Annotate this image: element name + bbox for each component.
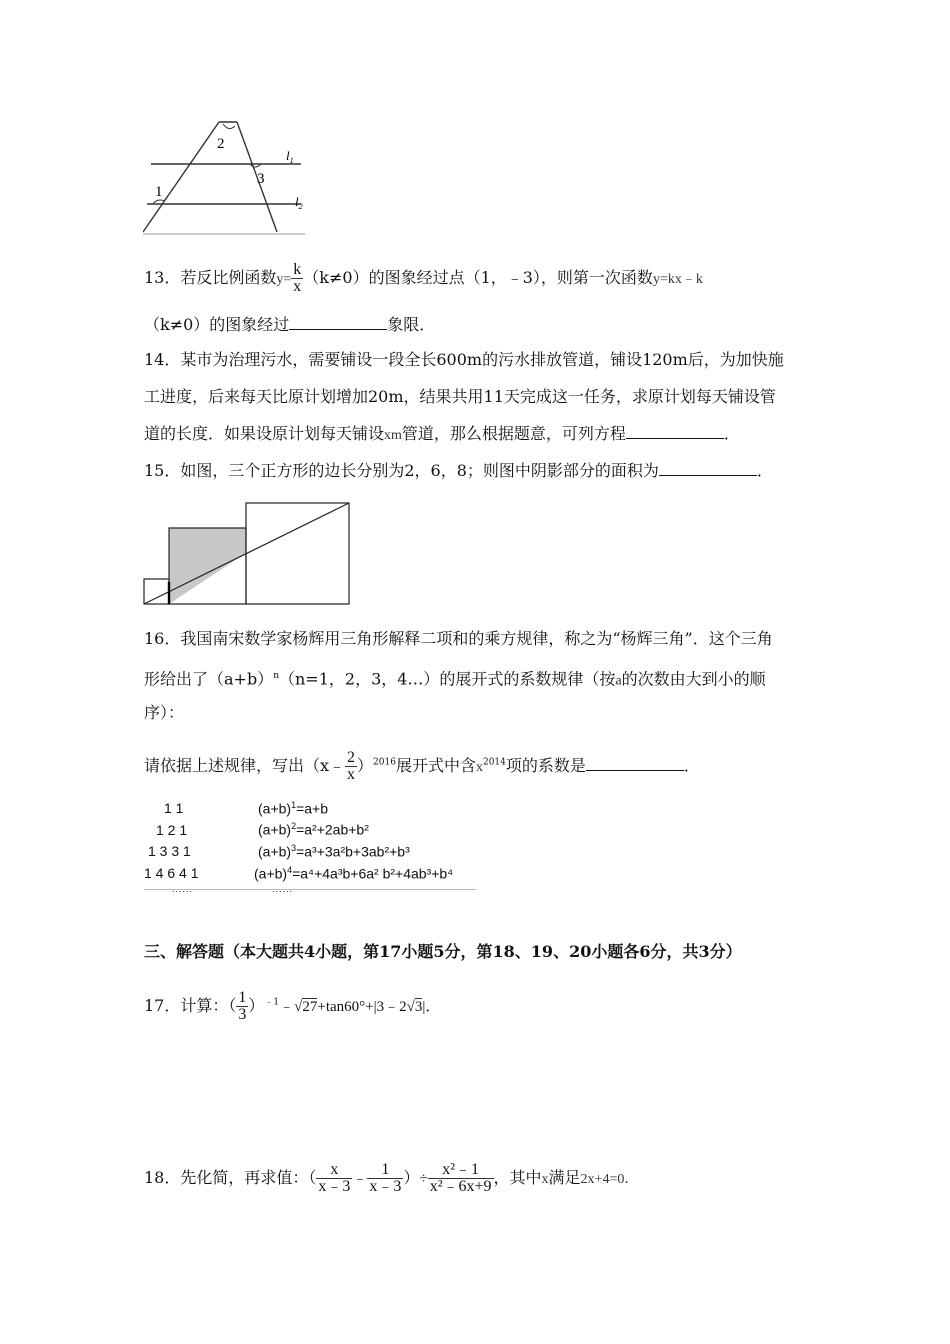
pascal-formula-2: $(a+b)^2=a^2+2ab+b^2$ xyxy=(258,821,369,838)
q18-f2-den: x﹣3 xyxy=(369,1178,402,1195)
pascal-row-1: 1 1 xyxy=(164,800,184,816)
q17-sqrt: √27 xyxy=(294,999,318,1015)
q16-text-d: 请依据上述规律，写出（x﹣ xyxy=(144,756,346,775)
q17-frac-num: 1 xyxy=(238,989,247,1006)
question-13-line2 xyxy=(144,314,435,336)
question-16-line3: 序）： xyxy=(144,703,185,722)
q15-answer-blank[interactable] xyxy=(659,461,757,476)
q16-frac-den: x xyxy=(347,766,356,783)
q16-fraction xyxy=(345,750,357,783)
pascal-formula-1: $(a+b)^1=a+b$ xyxy=(258,800,329,817)
shaded-region xyxy=(169,528,246,604)
q13-text-d: 象限． xyxy=(387,315,436,334)
q16-text-a: 形给出了（a+b） xyxy=(144,669,274,689)
q18-fraction-1 xyxy=(316,1162,352,1195)
q17-abs-a: +|3﹣2 xyxy=(365,999,407,1015)
q17-sqrt3: √3 xyxy=(406,999,423,1015)
q16-var-exp: 2014 xyxy=(482,757,506,768)
pascal-formula-4: $(a+b)^4=a^4+4a^3b+6a^2$ b²+4ab³+b⁴ xyxy=(254,865,454,882)
q18-fraction-3 xyxy=(428,1162,494,1195)
angle-label-2: 2 xyxy=(217,136,225,152)
q17-exp: ﹣1 xyxy=(264,997,280,1008)
q17-tan: +tan60° xyxy=(317,999,366,1015)
q17-minus: ﹣ xyxy=(279,999,295,1015)
q14-var: xm xyxy=(384,428,402,443)
q18-fraction-2 xyxy=(367,1162,403,1195)
q17-abs-end: |． xyxy=(422,999,441,1015)
question-14-line3 xyxy=(144,423,740,447)
q14-answer-blank[interactable] xyxy=(626,424,724,439)
q16-answer-blank[interactable] xyxy=(586,756,684,771)
q16-text-b: （n=1，2，3，4…）的展开式的系数规律（按 xyxy=(279,669,616,689)
q13-text-c: （k≠0）的图象经过 xyxy=(144,315,290,334)
q18-var: x xyxy=(541,1172,549,1187)
question-15-line xyxy=(144,460,773,482)
line-label-l2: $l_2$ xyxy=(295,194,303,211)
q13-frac-den: x xyxy=(293,278,302,295)
pascal-row-3: 1 3 3 1 xyxy=(148,843,191,859)
q16-var-x: x xyxy=(475,760,483,775)
q16-end: ． xyxy=(683,756,700,775)
q18-f1-den: x﹣3 xyxy=(318,1178,351,1195)
figure-three-squares xyxy=(143,502,353,608)
q16-var-a: a xyxy=(615,673,622,689)
pascal-row-4: 1 4 6 4 1 xyxy=(144,865,199,881)
q13-text-b: （k≠0）的图象经过点（1，﹣3），则第一次函数 xyxy=(303,268,653,287)
question-13-line1 xyxy=(144,262,703,295)
q14-end: ． xyxy=(723,424,740,443)
q16-text-e: 展开式中含 xyxy=(395,756,476,775)
q13-frac-num: k xyxy=(293,261,302,278)
q18-minus: ﹣ xyxy=(352,1171,368,1187)
q17-label: 17．计算： xyxy=(144,996,229,1015)
q18-f3-den: x²﹣6x+9 xyxy=(429,1178,492,1195)
question-18-line: 18．先化简，再求值：（ $\frac{x}{x﹣3}$ ﹣ $\frac{1}{x﹣3}$ ）÷ $\frac{\text{x²﹣1}}{\text{x²﹣6x+9}}$ ，其中x满足2x+4=0． xyxy=(144,1161,639,1195)
q18-f3-num: x²﹣1 xyxy=(428,1162,494,1179)
question-17-line: 17．计算：（ $\frac{1}{3}$ ）$^{﹣1}$﹣√27+tan60°+|3﹣2√3|． xyxy=(144,989,441,1023)
q13-text-a: 13．若反比例函数 xyxy=(144,268,277,287)
question-16-line4: 请依据上述规律，写出（x﹣ $\frac{2}{x}$ ）$^{2016}$展开式中含$x^{2014}$项的系数是 ． xyxy=(144,749,700,783)
question-14-line2: 工进度，后来每天比原计划增加20m，结果共用11天完成这一任务，求原计划每天铺设管 xyxy=(144,387,776,406)
q18-text-b: ，其中 xyxy=(493,1168,542,1187)
q16-sup-n: n xyxy=(273,671,279,681)
q16-text-c: 的次数由大到小的顺 xyxy=(621,669,766,689)
q18-label: 18．先化简，再求值： xyxy=(144,1168,309,1187)
q13-answer-blank[interactable] xyxy=(289,315,387,330)
q13-fraction xyxy=(291,262,303,295)
q13-func: y=kx﹣k xyxy=(652,272,703,287)
angle-label-1: 1 xyxy=(155,184,163,200)
figure-parallel-lines xyxy=(143,118,315,236)
transversal-left xyxy=(143,122,219,232)
question-14-line1: 14．某市为治理污水，需要铺设一段全长600m的污水排放管道，铺设120m后，为加快施 xyxy=(144,350,784,369)
q16-exp: 2016 xyxy=(373,757,396,768)
square-large xyxy=(246,503,349,604)
section-3-heading: 三、解答题（本大题共4小题，第17小题5分，第18、19、20小题各6分，共3分） xyxy=(144,942,742,961)
square-small xyxy=(144,579,169,604)
q18-text-c: 满足 xyxy=(548,1168,581,1187)
question-16-line2 xyxy=(144,665,766,692)
q18-div: ÷ xyxy=(419,1171,428,1187)
q18-f1-num: x xyxy=(316,1162,352,1179)
q15-end: ． xyxy=(756,461,773,480)
q15-text: 15．如图，三个正方形的边长分别为2，6，8；则图中阴影部分的面积为 xyxy=(144,461,659,480)
q13-y-eq: y= xyxy=(276,272,292,287)
line-label-l1: $l_1$ xyxy=(286,148,294,165)
q18-cond: 2x+4=0． xyxy=(580,1172,639,1187)
q17-frac-den: 3 xyxy=(238,1006,247,1023)
angle-label-3: 3 xyxy=(257,171,265,187)
pascal-row-2: 1 2 1 xyxy=(156,822,188,838)
pascal-formula-3: $(a+b)^3=a^3+3a^2b+3ab^2+b^3$ xyxy=(258,843,410,860)
q16-text-f: 项的系数是 xyxy=(505,756,586,775)
q14-text-b: 管道，那么根据题意，可列方程 xyxy=(401,424,626,443)
q17-fraction xyxy=(236,990,248,1023)
angle-arc-2 xyxy=(223,124,235,129)
question-16-line1: 16．我国南宋数学家杨辉用三角形解释二项和的乘方规律，称之为“杨辉三角”．这个三角 xyxy=(144,629,773,648)
pascal-triangle-figure: 1 1 1 2 1 1 3 3 1 1 4 6 4 1 ...... $(a+b)^1=a+b$ $(a+b)^2=a^2+2ab+b^2$ $(a+b)^3=a^3+3a^2b+3ab^2+b^3$ $(a+b)^4=a^4+4a^3b+6a^2$ b²+4ab³+b⁴ ...... xyxy=(144,798,476,890)
q14-text-a: 道的长度．如果设原计划每天铺设 xyxy=(144,424,385,443)
q18-f2-num: 1 xyxy=(367,1162,403,1179)
q16-frac-num: 2 xyxy=(347,749,356,766)
